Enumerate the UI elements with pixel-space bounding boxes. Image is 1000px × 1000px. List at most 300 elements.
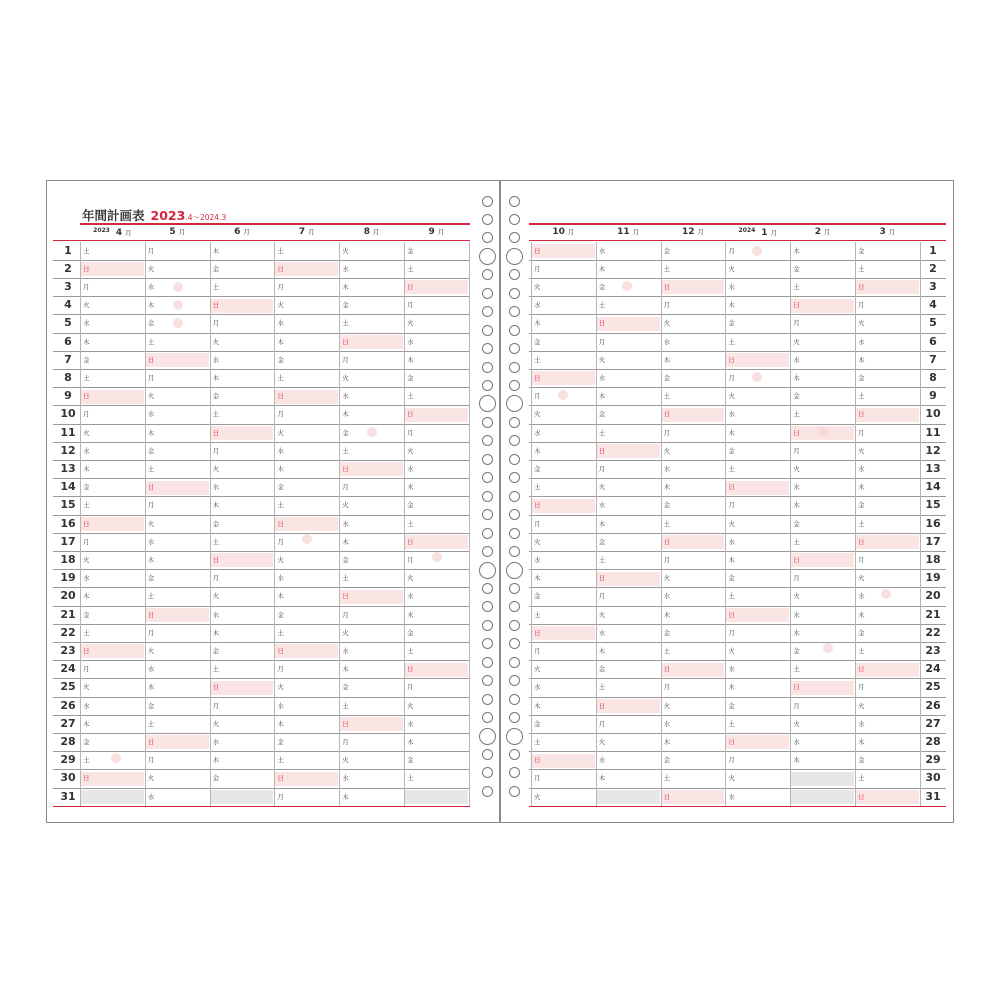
weekday-label: 火: [277, 683, 284, 692]
column-divider: [790, 242, 791, 806]
sunday-cell: [662, 408, 725, 422]
sunday-cell: [405, 408, 468, 422]
weekday-label: 土: [858, 392, 865, 401]
binder-hole: [509, 288, 520, 299]
row-divider: [529, 496, 946, 497]
month-unit: 月: [567, 228, 575, 236]
header-topline: [80, 223, 470, 225]
weekday-label: 木: [342, 792, 349, 801]
month-unit: 月: [888, 228, 896, 236]
weekday-label: 水: [277, 574, 284, 583]
weekday-label: 金: [147, 574, 155, 583]
weekday-label: 日: [793, 555, 800, 564]
sunday-cell: [340, 590, 403, 604]
weekday-label: 日: [342, 719, 349, 728]
weekday-label: 日: [534, 246, 541, 255]
weekday-label: 水: [534, 428, 541, 437]
row-divider: [529, 733, 946, 734]
weekday-label: 金: [663, 373, 671, 382]
weekday-label: 木: [147, 683, 155, 692]
binder-hole: [482, 491, 493, 502]
month-header: [212, 227, 273, 237]
binder-hole: [509, 509, 520, 520]
weekday-label: 火: [147, 774, 155, 783]
row-divider: [529, 260, 946, 261]
month-header: [663, 227, 724, 237]
weekday-label: 金: [212, 774, 220, 783]
weekday-label: 金: [598, 665, 606, 674]
paper-blot: [558, 390, 568, 400]
weekday-label: 水: [534, 301, 541, 310]
sunday-cell: [340, 717, 403, 731]
weekday-label: 土: [83, 246, 90, 255]
sunday-cell: [275, 390, 338, 404]
sunday-cell: [856, 280, 919, 294]
weekday-label: 土: [858, 646, 865, 655]
month-label: 10: [552, 227, 565, 237]
weekday-label: 月: [534, 646, 541, 655]
sunday-cell: [662, 535, 725, 549]
weekday-label: 金: [534, 719, 541, 728]
binder-hole: [509, 767, 520, 778]
binder-hole: [509, 638, 520, 649]
weekday-label: 金: [728, 701, 735, 710]
weekday-label: 土: [277, 373, 284, 382]
weekday-label: 月: [663, 428, 671, 437]
month-header: [147, 227, 208, 237]
weekday-label: 土: [212, 537, 220, 546]
sunday-cell: [726, 481, 789, 495]
weekday-label: 土: [793, 665, 800, 674]
weekday-label: 木: [728, 683, 735, 692]
weekday-label: 月: [793, 319, 800, 328]
weekday-label: 木: [83, 592, 90, 601]
weekday-label: 水: [534, 555, 541, 564]
weekday-label: 木: [793, 373, 800, 382]
sunday-cell: [662, 280, 725, 294]
weekday-label: 金: [534, 464, 541, 473]
weekday-label: 日: [212, 428, 220, 437]
weekday-label: 木: [858, 355, 865, 364]
month-label: 11: [617, 227, 630, 237]
day-number: 12: [925, 443, 941, 457]
weekday-label: 金: [534, 337, 541, 346]
day-number: 10: [925, 407, 941, 421]
binder-hole: [482, 454, 493, 465]
month-label: 12: [681, 227, 695, 237]
weekday-label: 月: [728, 756, 735, 765]
binder-hole: [509, 749, 520, 760]
weekday-label: 土: [147, 337, 155, 346]
day-number: 6: [64, 334, 72, 348]
weekday-label: 火: [83, 428, 90, 437]
weekday-label: 土: [83, 756, 90, 765]
blank-cell: [405, 790, 468, 804]
binder-hole: [482, 583, 493, 594]
weekday-label: 木: [83, 337, 90, 346]
weekday-label: 火: [534, 665, 541, 674]
weekday-label: 金: [858, 501, 865, 510]
day-number: 12: [60, 443, 76, 457]
weekday-label: 金: [663, 246, 671, 255]
weekday-label: 月: [147, 373, 155, 382]
binder-hole: [509, 583, 520, 594]
sunday-cell: [275, 644, 338, 658]
weekday-label: 木: [277, 592, 284, 601]
weekday-label: 木: [534, 701, 541, 710]
weekday-label: 土: [342, 446, 349, 455]
weekday-label: 火: [147, 646, 155, 655]
weekday-label: 月: [277, 665, 284, 674]
weekday-label: 水: [598, 246, 606, 255]
weekday-label: 日: [147, 737, 155, 746]
weekday-label: 水: [147, 282, 155, 291]
day-number: 22: [60, 625, 76, 639]
column-divider: [469, 242, 470, 806]
day-number: 15: [925, 498, 941, 512]
weekday-label: 金: [793, 519, 800, 528]
weekday-label: 火: [663, 446, 671, 455]
weekday-label: 日: [277, 264, 284, 273]
weekday-label: 火: [534, 537, 541, 546]
weekday-label: 土: [83, 501, 90, 510]
sunday-cell: [856, 663, 919, 677]
weekday-label: 月: [598, 464, 606, 473]
sunday-cell: [662, 663, 725, 677]
weekday-label: 土: [212, 282, 220, 291]
weekday-label: 木: [212, 373, 220, 382]
day-number: 29: [925, 753, 941, 767]
row-divider: [53, 788, 470, 789]
weekday-label: 土: [212, 665, 220, 674]
month-header: [82, 227, 143, 238]
weekday-label: 土: [83, 628, 90, 637]
weekday-label: 土: [277, 501, 284, 510]
weekday-label: 土: [407, 774, 414, 783]
day-number: 15: [60, 498, 76, 512]
weekday-label: 火: [277, 555, 284, 564]
sunday-cell: [597, 317, 660, 331]
weekday-label: 金: [793, 392, 800, 401]
binder-hole: [482, 214, 493, 225]
binder-hole: [482, 196, 493, 207]
weekday-label: 火: [407, 701, 414, 710]
paper-blot: [823, 643, 833, 653]
sunday-cell: [726, 608, 789, 622]
binder-hole: [509, 232, 520, 243]
weekday-label: 水: [277, 446, 284, 455]
weekday-label: 金: [83, 483, 90, 492]
day-number: 2: [929, 261, 937, 275]
row-divider: [529, 424, 946, 425]
day-number: 13: [60, 461, 76, 475]
weekday-label: 日: [663, 792, 671, 801]
row-divider: [529, 769, 946, 770]
weekday-label: 月: [858, 683, 865, 692]
weekday-label: 火: [598, 610, 606, 619]
column-divider: [661, 242, 662, 806]
weekday-label: 月: [728, 246, 735, 255]
weekday-label: 月: [534, 264, 541, 273]
column-divider: [404, 242, 405, 806]
weekday-label: 金: [83, 355, 90, 364]
sunday-cell: [791, 299, 854, 313]
sunday-cell: [211, 299, 274, 313]
month-unit: 月: [243, 228, 250, 236]
paper-blot: [173, 318, 183, 328]
day-number: 28: [925, 734, 941, 748]
weekday-label: 火: [147, 519, 155, 528]
weekday-label: 木: [342, 282, 349, 291]
month-year: 2024: [738, 227, 756, 234]
row-divider: [529, 351, 946, 352]
day-number: 19: [925, 571, 941, 585]
day-number: 1: [929, 243, 937, 257]
sunday-cell: [405, 535, 468, 549]
weekday-label: 土: [534, 737, 541, 746]
weekday-label: 土: [793, 537, 800, 546]
blank-cell: [211, 790, 274, 804]
weekday-label: 火: [728, 646, 735, 655]
weekday-label: 土: [147, 719, 155, 728]
sunday-cell: [211, 426, 274, 440]
weekday-label: 金: [342, 683, 349, 692]
weekday-label: 日: [858, 537, 865, 546]
weekday-label: 金: [728, 574, 735, 583]
sunday-cell: [726, 353, 789, 367]
weekday-label: 火: [663, 319, 671, 328]
month-unit: 月: [632, 228, 640, 236]
weekday-label: 水: [342, 264, 349, 273]
weekday-label: 木: [598, 774, 606, 783]
weekday-label: 火: [598, 355, 606, 364]
weekday-label: 金: [277, 737, 284, 746]
weekday-label: 月: [342, 483, 349, 492]
day-number: 10: [60, 407, 76, 421]
day-number: 29: [60, 753, 76, 767]
weekday-label: 月: [83, 282, 90, 291]
binder-hole: [509, 325, 520, 336]
weekday-label: 日: [147, 355, 155, 364]
day-number: 11: [925, 425, 941, 439]
day-number: 30: [925, 771, 941, 785]
weekday-label: 月: [83, 410, 90, 419]
weekday-label: 金: [598, 537, 606, 546]
weekday-label: 月: [212, 701, 220, 710]
binder-hole: [506, 562, 523, 579]
weekday-label: 水: [407, 592, 414, 601]
page-title: [82, 206, 226, 224]
weekday-label: 火: [534, 410, 541, 419]
row-divider: [529, 660, 946, 661]
weekday-label: 日: [407, 665, 414, 674]
month-year: 2023: [93, 227, 110, 234]
weekday-label: 日: [342, 464, 349, 473]
sunday-cell: [597, 699, 660, 713]
sunday-cell: [532, 499, 595, 513]
sunday-cell: [791, 553, 854, 567]
weekday-label: 火: [147, 392, 155, 401]
weekday-label: 水: [793, 737, 800, 746]
day-number: 27: [60, 716, 76, 730]
binder-hole: [506, 728, 523, 745]
row-divider: [529, 587, 946, 588]
binder-hole: [482, 380, 493, 391]
day-number: 6: [929, 334, 937, 348]
weekday-label: 水: [342, 774, 349, 783]
day-number: 13: [925, 461, 941, 475]
weekday-label: 金: [212, 264, 220, 273]
row-divider: [529, 478, 946, 479]
weekday-label: 月: [598, 337, 606, 346]
day-number: 30: [60, 771, 76, 785]
weekday-label: 金: [858, 373, 865, 382]
weekday-label: 水: [407, 337, 414, 346]
weekday-label: 火: [793, 719, 800, 728]
binder-hole: [482, 657, 493, 668]
weekday-label: 木: [858, 483, 865, 492]
weekday-label: 月: [342, 610, 349, 619]
paper-blot: [432, 552, 442, 562]
weekday-label: 水: [858, 464, 865, 473]
weekday-label: 月: [147, 756, 155, 765]
weekday-label: 水: [342, 646, 349, 655]
weekday-label: 火: [858, 319, 865, 328]
weekday-label: 木: [407, 355, 414, 364]
binder-hole: [509, 196, 520, 207]
binder-hole: [482, 325, 493, 336]
day-number: 7: [929, 352, 937, 366]
weekday-label: 日: [407, 537, 414, 546]
header-topline: [529, 223, 946, 225]
header-underline: [529, 240, 946, 242]
sunday-cell: [856, 535, 919, 549]
binder-hole: [509, 380, 520, 391]
weekday-label: 日: [728, 737, 735, 746]
paper-blot: [367, 427, 377, 437]
weekday-label: 木: [83, 464, 90, 473]
binder-hole: [482, 343, 493, 354]
binder-hole: [509, 786, 520, 797]
sunday-cell: [856, 408, 919, 422]
weekday-label: 木: [598, 646, 606, 655]
binder-hole: [482, 362, 493, 373]
paper-blot: [818, 427, 828, 437]
weekday-label: 火: [83, 555, 90, 564]
sunday-cell: [340, 335, 403, 349]
weekday-label: 金: [407, 246, 414, 255]
weekday-label: 火: [342, 373, 349, 382]
sunday-cell: [532, 626, 595, 640]
weekday-label: 木: [793, 756, 800, 765]
weekday-label: 水: [728, 792, 735, 801]
binder-hole: [482, 675, 493, 686]
weekday-label: 水: [342, 392, 349, 401]
weekday-label: 水: [147, 792, 155, 801]
weekday-label: 月: [534, 519, 541, 528]
day-number: 18: [60, 552, 76, 566]
weekday-label: 金: [793, 264, 800, 273]
weekday-label: 月: [858, 555, 865, 564]
weekday-label: 金: [342, 301, 349, 310]
month-label: 2: [814, 227, 821, 237]
day-number: 8: [64, 370, 72, 384]
weekday-label: 木: [407, 737, 414, 746]
weekday-label: 日: [534, 501, 541, 510]
weekday-label: 土: [534, 483, 541, 492]
binder-hole: [482, 638, 493, 649]
weekday-label: 月: [793, 574, 800, 583]
binder-hole: [479, 562, 496, 579]
weekday-label: 日: [858, 282, 865, 291]
weekday-label: 月: [407, 301, 414, 310]
weekday-label: 金: [663, 756, 671, 765]
footer-line: [53, 806, 470, 808]
binder-hole: [482, 435, 493, 446]
weekday-label: 木: [858, 737, 865, 746]
weekday-label: 日: [277, 392, 284, 401]
month-header: [276, 227, 337, 237]
day-number: 23: [925, 643, 941, 657]
binder-hole: [482, 546, 493, 557]
weekday-label: 日: [407, 282, 414, 291]
weekday-label: 日: [793, 683, 800, 692]
weekday-label: 土: [598, 428, 606, 437]
row-divider: [529, 569, 946, 570]
binder-hole: [509, 362, 520, 373]
weekday-label: 土: [663, 264, 671, 273]
weekday-label: 日: [534, 756, 541, 765]
weekday-label: 火: [728, 264, 735, 273]
weekday-label: 水: [728, 537, 735, 546]
paper-blot: [881, 589, 891, 599]
weekday-label: 火: [342, 246, 349, 255]
day-number: 31: [925, 789, 941, 803]
weekday-label: 金: [342, 555, 349, 564]
binder-hole: [482, 288, 493, 299]
day-number: 5: [64, 316, 72, 330]
weekday-label: 火: [342, 628, 349, 637]
weekday-label: 日: [277, 774, 284, 783]
weekday-label: 木: [598, 264, 606, 273]
weekday-label: 火: [407, 446, 414, 455]
row-divider: [529, 697, 946, 698]
row-divider: [529, 551, 946, 552]
day-number: 7: [64, 352, 72, 366]
weekday-label: 月: [728, 628, 735, 637]
weekday-label: 火: [663, 701, 671, 710]
weekday-label: 日: [342, 337, 349, 346]
day-number: 20: [925, 589, 941, 603]
binder-hole: [482, 306, 493, 317]
row-divider: [529, 642, 946, 643]
binder-hole: [482, 767, 493, 778]
row-divider: [529, 788, 946, 789]
binder-hole: [482, 509, 493, 520]
weekday-label: 日: [598, 701, 606, 710]
weekday-label: 月: [663, 555, 671, 564]
weekday-label: 土: [342, 701, 349, 710]
title-text: 年間計画表: [82, 208, 145, 223]
weekday-label: 水: [663, 719, 671, 728]
weekday-label: 金: [663, 501, 671, 510]
weekday-label: 土: [728, 592, 735, 601]
day-number: 22: [925, 625, 941, 639]
month-label: 4: [115, 228, 123, 238]
weekday-label: 火: [83, 683, 90, 692]
paper-blot: [173, 282, 183, 292]
weekday-label: 木: [793, 628, 800, 637]
